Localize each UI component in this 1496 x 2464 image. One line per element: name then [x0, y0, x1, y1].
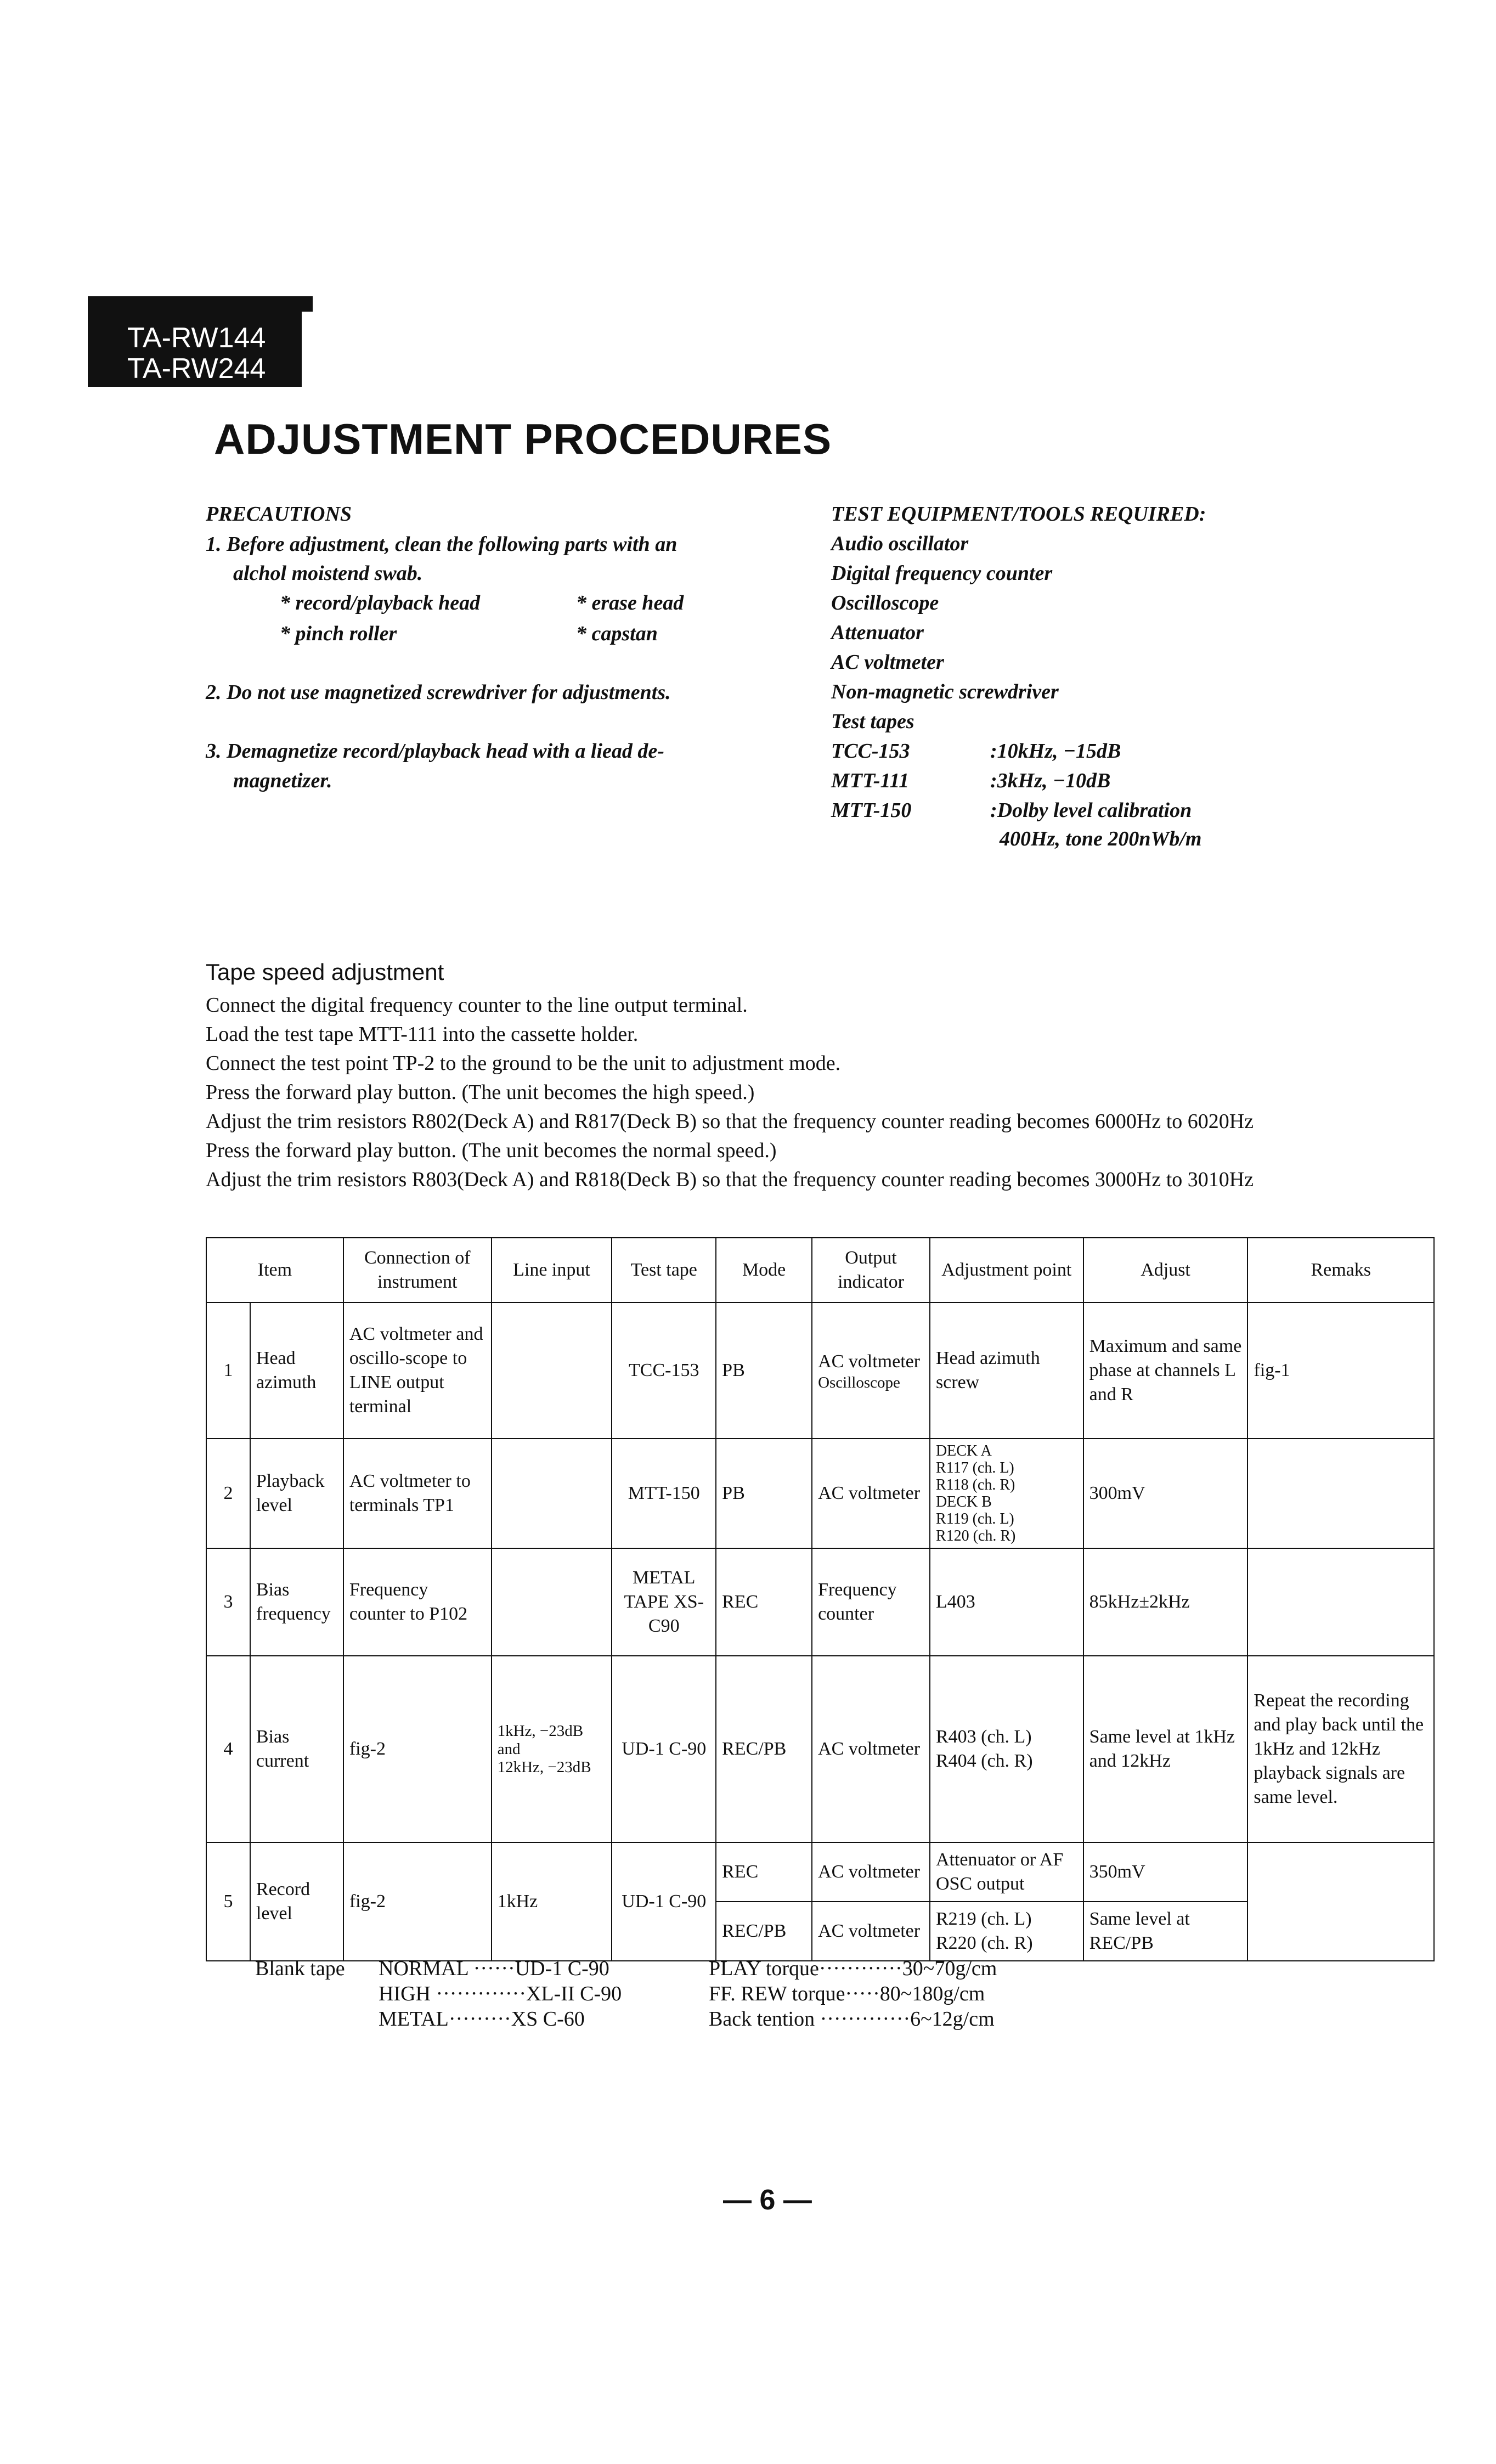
- equipment-item: Digital frequency counter: [831, 562, 1053, 585]
- tape-desc: :3kHz, −10dB: [990, 769, 1111, 792]
- equipment-item: Audio oscillator: [831, 532, 969, 555]
- line-input-value: 12kHz, −23dB: [497, 1758, 591, 1776]
- tape-speed-heading: Tape speed adjustment: [206, 959, 444, 985]
- row-remarks: [1247, 1842, 1434, 1961]
- table-row: [206, 1439, 1434, 1548]
- row-adjust: Maximum and same phase at channels L and R: [1083, 1303, 1248, 1439]
- row-test-tape: TCC-153: [612, 1303, 716, 1439]
- torque-spec: PLAY torque············30~70g/cm: [709, 1957, 997, 1980]
- table-row: [206, 1656, 1434, 1842]
- row-number: 5: [206, 1842, 250, 1961]
- row-adjustment-point: L403: [930, 1548, 1083, 1656]
- header-adjustment-point: Adjustment point: [930, 1238, 1083, 1303]
- equipment-item: Attenuator: [831, 621, 924, 644]
- header-line-input: Line input: [492, 1238, 612, 1303]
- point-line: R220 (ch. R): [935, 1933, 1033, 1953]
- row-line-input: 1kHz: [492, 1842, 612, 1961]
- instruction-line: Adjust the trim resistors R803(Deck A) and R818(Deck B) so that the frequency counter reading becomes 3000Hz to 3010Hz: [206, 1168, 1254, 1191]
- point-line: R403 (ch. L): [935, 1727, 1032, 1747]
- tape-desc-extra: 400Hz, tone 200nWb/m: [1000, 827, 1202, 850]
- model-name-2: TA-RW244: [127, 353, 266, 385]
- part-pinch-roller: * pinch roller: [280, 622, 397, 645]
- row-mode: REC: [716, 1842, 812, 1902]
- row-connection: AC voltmeter and oscillo-scope to LINE output terminal: [343, 1303, 492, 1439]
- row-test-tape: UD-1 C-90: [612, 1656, 716, 1842]
- row-item: Bias current: [250, 1656, 343, 1842]
- equipment-item: AC voltmeter: [831, 651, 944, 674]
- precaution-3a: 3. Demagnetize record/playback head with a liead de-: [206, 740, 664, 763]
- row-item: Bias frequency: [250, 1548, 343, 1656]
- header-remarks: Remaks: [1247, 1238, 1434, 1303]
- row-number: 1: [206, 1303, 250, 1439]
- output-value: AC voltmeter: [818, 1351, 921, 1372]
- instruction-line: Load the test tape MTT-111 into the cassette holder.: [206, 1023, 639, 1046]
- output-value: Oscilloscope: [818, 1373, 900, 1391]
- blank-tape-spec: HIGH ·············XL-II C-90: [379, 1982, 622, 2005]
- row-line-input: [492, 1439, 612, 1548]
- row-remarks: [1247, 1439, 1434, 1548]
- header-item: Item: [206, 1238, 343, 1303]
- header-mode: Mode: [716, 1238, 812, 1303]
- point-line: R219 (ch. L): [935, 1909, 1032, 1929]
- row-number: 2: [206, 1439, 250, 1548]
- equipment-item: Test tapes: [831, 710, 914, 733]
- row-adjustment-point: [930, 1902, 1083, 1961]
- adjustment-table: [206, 1237, 1435, 1961]
- precaution-3b: magnetizer.: [233, 769, 332, 792]
- row-adjust: 85kHz±2kHz: [1083, 1548, 1248, 1656]
- row-item: Head azimuth: [250, 1303, 343, 1439]
- equipment-item: Non-magnetic screwdriver: [831, 680, 1059, 703]
- row-output: AC voltmeter: [812, 1842, 930, 1902]
- tape-name: TCC-153: [831, 740, 910, 763]
- row-output: AC voltmeter: [812, 1656, 930, 1842]
- equipment-item: Oscilloscope: [831, 591, 939, 614]
- part-record-playback-head: * record/playback head: [280, 591, 481, 614]
- model-tag-strip: [88, 296, 313, 312]
- tape-name: MTT-111: [831, 769, 910, 792]
- row-output: AC voltmeter: [812, 1902, 930, 1961]
- row-adjust: Same level at REC/PB: [1083, 1902, 1248, 1961]
- table-row: [206, 1303, 1434, 1439]
- instruction-line: Connect the test point TP-2 to the ground to be the unit to adjustment mode.: [206, 1052, 841, 1075]
- precaution-2: 2. Do not use magnetized screwdriver for adjustments.: [206, 681, 671, 704]
- row-adjustment-point: Head azimuth screw: [930, 1303, 1083, 1439]
- header-connection: Connection of instrument: [343, 1238, 492, 1303]
- page-number: — 6 —: [723, 2184, 812, 2216]
- blank-tape-spec: NORMAL ······UD-1 C-90: [379, 1957, 609, 1980]
- header-test-tape: Test tape: [612, 1238, 716, 1303]
- tape-name: MTT-150: [831, 799, 912, 822]
- line-input-value: 1kHz, −23dB: [497, 1722, 584, 1740]
- page-title: ADJUSTMENT PROCEDURES: [214, 415, 832, 463]
- point-line: R404 (ch. R): [935, 1751, 1033, 1771]
- model-tag: [88, 296, 302, 387]
- row-item: Record level: [250, 1842, 343, 1961]
- point-line: R119 (ch. L): [935, 1510, 1014, 1527]
- row-output: Frequency counter: [812, 1548, 930, 1656]
- row-output: AC voltmeter: [812, 1439, 930, 1548]
- row-mode: PB: [716, 1303, 812, 1439]
- row-number: 3: [206, 1548, 250, 1656]
- table-row: [206, 1842, 1434, 1902]
- row-mode: PB: [716, 1439, 812, 1548]
- instruction-line: Press the forward play button. (The unit becomes the high speed.): [206, 1081, 755, 1104]
- blank-tape-label: Blank tape: [255, 1957, 345, 1980]
- row-connection: Frequency counter to P102: [343, 1548, 492, 1656]
- table-row: [206, 1548, 1434, 1656]
- header-output: Output indicator: [812, 1238, 930, 1303]
- row-mode: REC: [716, 1548, 812, 1656]
- row-remarks: fig-1: [1247, 1303, 1434, 1439]
- point-line: R120 (ch. R): [935, 1527, 1016, 1544]
- part-capstan: * capstan: [576, 622, 658, 645]
- tape-desc: :10kHz, −15dB: [990, 740, 1121, 763]
- row-remarks: Repeat the recording and play back until the 1kHz and 12kHz playback signals are same level.: [1247, 1656, 1434, 1842]
- tape-desc: :Dolby level calibration: [990, 799, 1192, 822]
- row-item: Playback level: [250, 1439, 343, 1548]
- row-adjust: 300mV: [1083, 1439, 1248, 1548]
- row-test-tape: MTT-150: [612, 1439, 716, 1548]
- row-adjustment-point: [930, 1656, 1083, 1842]
- point-line: DECK A: [935, 1442, 992, 1459]
- point-line: R118 (ch. R): [935, 1476, 1015, 1493]
- blank-tape-spec: METAL·········XS C-60: [379, 2008, 585, 2031]
- precaution-1a: 1. Before adjustment, clean the following parts with an: [206, 533, 678, 556]
- precautions-heading: PRECAUTIONS: [206, 503, 352, 526]
- row-mode: REC/PB: [716, 1902, 812, 1961]
- row-line-input: [492, 1303, 612, 1439]
- instruction-line: Press the forward play button. (The unit becomes the normal speed.): [206, 1139, 777, 1162]
- row-connection: AC voltmeter to terminals TP1: [343, 1439, 492, 1548]
- row-adjust: 350mV: [1083, 1842, 1248, 1902]
- row-number: 4: [206, 1656, 250, 1842]
- row-adjustment-point: [930, 1439, 1083, 1548]
- row-test-tape: METAL TAPE XS-C90: [612, 1548, 716, 1656]
- table-header-row: [206, 1238, 1434, 1303]
- row-connection: fig-2: [343, 1842, 492, 1961]
- line-input-value: and: [497, 1740, 521, 1758]
- row-line-input: [492, 1548, 612, 1656]
- row-test-tape: UD-1 C-90: [612, 1842, 716, 1961]
- model-name-1: TA-RW144: [127, 322, 266, 354]
- torque-spec: FF. REW torque·····80~180g/cm: [709, 1982, 985, 2005]
- row-remarks: [1247, 1548, 1434, 1656]
- row-mode: REC/PB: [716, 1656, 812, 1842]
- instruction-line: Adjust the trim resistors R802(Deck A) and R817(Deck B) so that the frequency counter reading becomes 6000Hz to 6020Hz: [206, 1110, 1254, 1133]
- part-erase-head: * erase head: [576, 591, 684, 614]
- torque-spec: Back tention ·············6~12g/cm: [709, 2008, 995, 2031]
- row-adjust: Same level at 1kHz and 12kHz: [1083, 1656, 1248, 1842]
- point-line: DECK B: [935, 1493, 992, 1510]
- row-connection: fig-2: [343, 1656, 492, 1842]
- row-line-input: [492, 1656, 612, 1842]
- header-adjust: Adjust: [1083, 1238, 1248, 1303]
- row-output: [812, 1303, 930, 1439]
- point-line: R117 (ch. L): [935, 1459, 1014, 1476]
- row-adjustment-point: Attenuator or AF OSC output: [930, 1842, 1083, 1902]
- equipment-heading: TEST EQUIPMENT/TOOLS REQUIRED:: [831, 503, 1206, 526]
- instruction-line: Connect the digital frequency counter to the line output terminal.: [206, 994, 748, 1017]
- precaution-1b: alchol moistend swab.: [233, 562, 423, 585]
